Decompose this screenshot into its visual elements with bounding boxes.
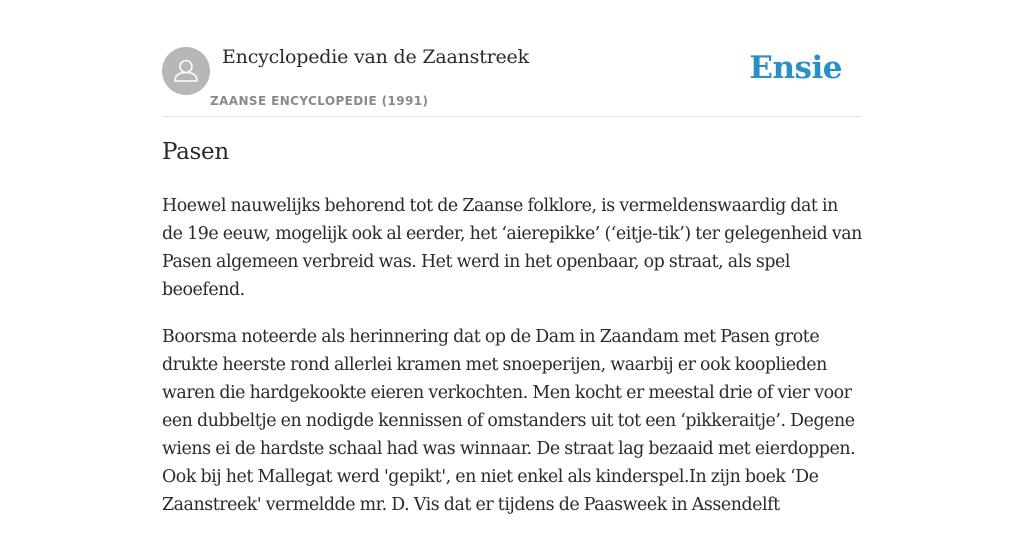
source-subtitle: ZAANSE ENCYCLOPEDIE (1991) bbox=[210, 94, 429, 108]
source-header bbox=[162, 0, 862, 117]
user-silhouette-icon bbox=[162, 47, 210, 95]
article-paragraph: Boorsma noteerde als herinnering dat op de Dam in Zaandam met Pasen grote drukte heerste rond allerlei kramen met snoeperijen, waarbij er ook kooplieden waren die hardgekookte eieren verkochten. Men kocht er meestal drie of vier voor een dubbeltje en nodigde kennissen of omstanders uit tot een ‘pikkeraitje’. Degene wiens ei de hardste schaal had was winnaar. De straat lag bezaaid met eierdoppen. Ook bij het Mallegat werd 'gepikt', en niet enkel als kinderspel.In zijn boek ‘De Zaanstreek' vermeldde mr. D. Vis dat er tijdens de Paasweek in Assendelft bbox=[162, 327, 856, 515]
page bbox=[162, 0, 862, 515]
article-body bbox=[162, 192, 862, 538]
page-title: Pasen bbox=[162, 139, 229, 165]
avatar[interactable] bbox=[162, 47, 210, 95]
ensie-logo[interactable]: Ensie bbox=[749, 50, 842, 86]
source-title[interactable]: Encyclopedie van de Zaanstreek bbox=[222, 46, 529, 68]
article-paragraph: Hoewel nauwelijks behorend tot de Zaanse folklore, is vermeldenswaardig dat in de 19e eeuw, mogelijk ook al eerder, het ‘aierepikke’ (‘eitje-tik’) ter gelegenheid van Pasen algemeen verbreid was. Het werd in het openbaar, op straat, als spel beoefend. bbox=[162, 196, 862, 300]
